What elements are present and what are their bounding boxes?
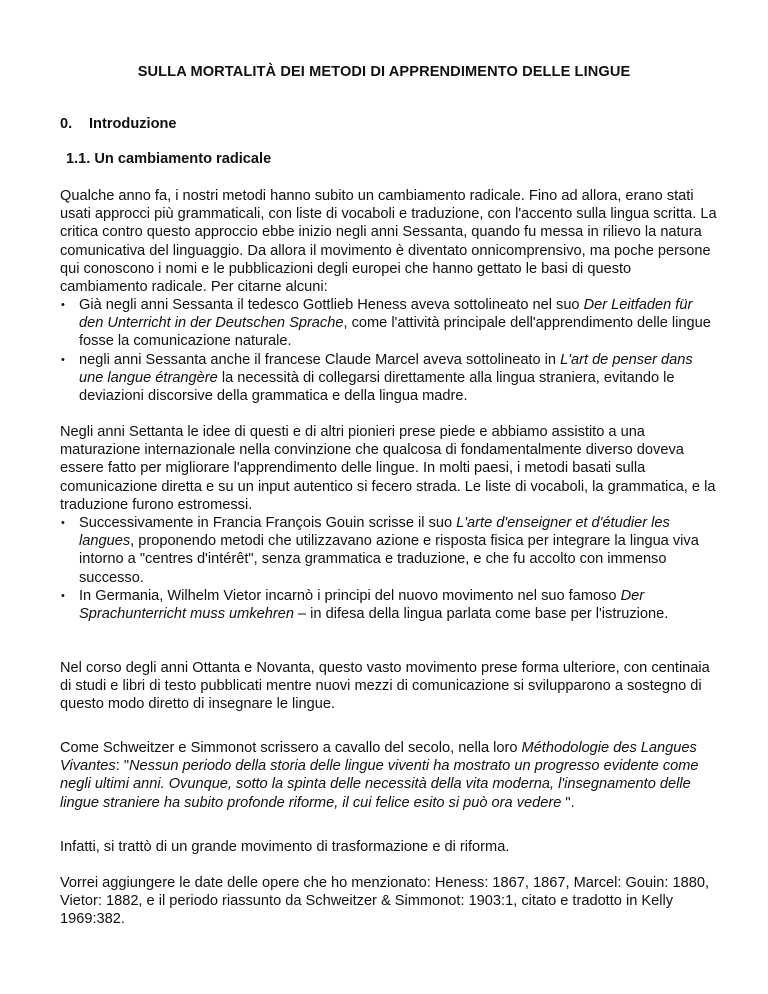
list-item-text: In Germania, Wilhelm Vietor incarnò i principi del nuovo movimento nel suo famoso	[79, 587, 621, 604]
paragraph-4-intro: Come Schweitzer e Simmonot scrissero a cavallo del secolo, nella loro	[60, 740, 522, 756]
document-title: SULLA MORTALITÀ DEI METODI DI APPRENDIMENTO DELLE LINGUE	[137, 64, 631, 80]
bullet-list-2	[60, 514, 720, 623]
quotation: Nessun periodo della storia delle lingue viventi ha mostrato un progresso evidente come negli ultimi anni. Ovunque, sotto la spinta delle necessità della vita moderna, l'insegnamento delle lingue straniere ha subito profonde riforme, il cui felice esito si può ora vedere	[60, 758, 699, 811]
book-title: L'art de penser dans une langue étrangère	[79, 351, 693, 386]
quote-open: : "	[115, 758, 130, 775]
paragraph-2-text: Negli anni Settanta le idee di questi e di altri pionieri prese piede e abbiamo assistito a una maturazione internazionale nella convinzione che qualcosa di fondamentalmente diverso doveva essere fatto per migliorare l'apprendimento delle lingue. In molti paesi, i metodi basati sulla comunicazione diretta e su un input autentico si fecero strada. Le liste di vocaboli, la grammatica, e la traduzione furono estromessi.	[60, 424, 716, 513]
bullet-list-1	[60, 296, 720, 405]
list-item-text: – in difesa della lingua parlata come base per l'istruzione.	[293, 606, 669, 623]
paragraph-5-text: Infatti, si trattò di un grande movimento di trasformazione e di riforma.	[60, 839, 510, 855]
paragraph-1-text: Qualche anno fa, i nostri metodi hanno subito un cambiamento radicale. Fino ad allora, erano stati usati approcci più grammaticali, con liste di vocaboli e traduzione, con l'accento sulla lingua scritta. La critica contro questo approccio ebbe inizio negli anni Sessanta, quando fu messa in rilievo la natura comunicativa del linguaggio. Da allora il movimento è diventato onnicomprensivo, ma poche persone qui conoscono i nomi e le pubblicazioni degli europei che hanno gettato le basi di questo cambiamento radicale. Per citarne alcuni:	[60, 188, 717, 296]
paragraph-4-text	[60, 739, 720, 812]
section-title: Introduzione	[89, 116, 177, 132]
list-item-text: Successivamente in Francia François Gouin scrisse il suo	[79, 515, 457, 531]
quote-close: ".	[561, 794, 575, 811]
subsection-heading: 1.1. Un cambiamento radicale	[66, 151, 272, 167]
list-item	[60, 514, 720, 587]
paragraph-3	[60, 659, 720, 714]
book-title: L'arte d'enseigner et d'étudier les langues	[79, 515, 670, 550]
book-title: Der Leitfaden für den Unterricht in der Deutschen Sprache	[79, 297, 693, 332]
paragraph-2	[60, 423, 720, 514]
section-heading	[60, 115, 177, 133]
list-item-text: la necessità di collegarsi direttamente alla lingua straniera, evitando le deviazioni discorsive della grammatica e della lingua madre.	[79, 369, 675, 405]
book-title: Der Sprachunterricht muss umkehren	[79, 587, 645, 623]
paragraph-6-text: Vorrei aggiungere le date delle opere che ho menzionato: Heness: 1867, 1867, Marcel: Gouin: 1880, Vietor: 1882, e il periodo riassunto da Schweitzer & Simmonot: 1903:1, citato e tradotto in Kelly 1969:382.	[60, 875, 710, 928]
list-item-text: , come l'attività principale dell'apprendimento delle lingue fosse la comunicazione naturale.	[79, 315, 711, 350]
paragraph-1	[60, 187, 720, 296]
paragraph-4	[60, 739, 720, 812]
paragraph-5	[60, 838, 720, 856]
list-item	[60, 587, 720, 623]
section-number: 0.	[60, 116, 73, 132]
paragraph-3-text: Nel corso degli anni Ottanta e Novanta, questo vasto movimento prese forma ulteriore, con centinaia di studi e libri di testo pubblicati mentre nuovi mezzi di comunicazione si svilupparono a sostegno di questo modo diretto di insegnare le lingue.	[60, 660, 710, 713]
list-item-text: Già negli anni Sessanta il tedesco Gottlieb Heness aveva sottolineato nel suo	[79, 297, 584, 313]
list-item	[60, 296, 720, 351]
paragraph-6	[60, 874, 720, 929]
list-item	[60, 351, 720, 406]
list-item-text: , proponendo metodi che utilizzavano azione e risposta fisica per integrare la lingua viva intorno a "centres d'intérêt", senza grammatica e traduzione, e che fu accolto con immenso successo.	[79, 533, 699, 586]
list-item-text: negli anni Sessanta anche il francese Claude Marcel aveva sottolineato in	[79, 351, 561, 368]
book-title: Méthodologie des Langues Vivantes	[60, 740, 697, 775]
